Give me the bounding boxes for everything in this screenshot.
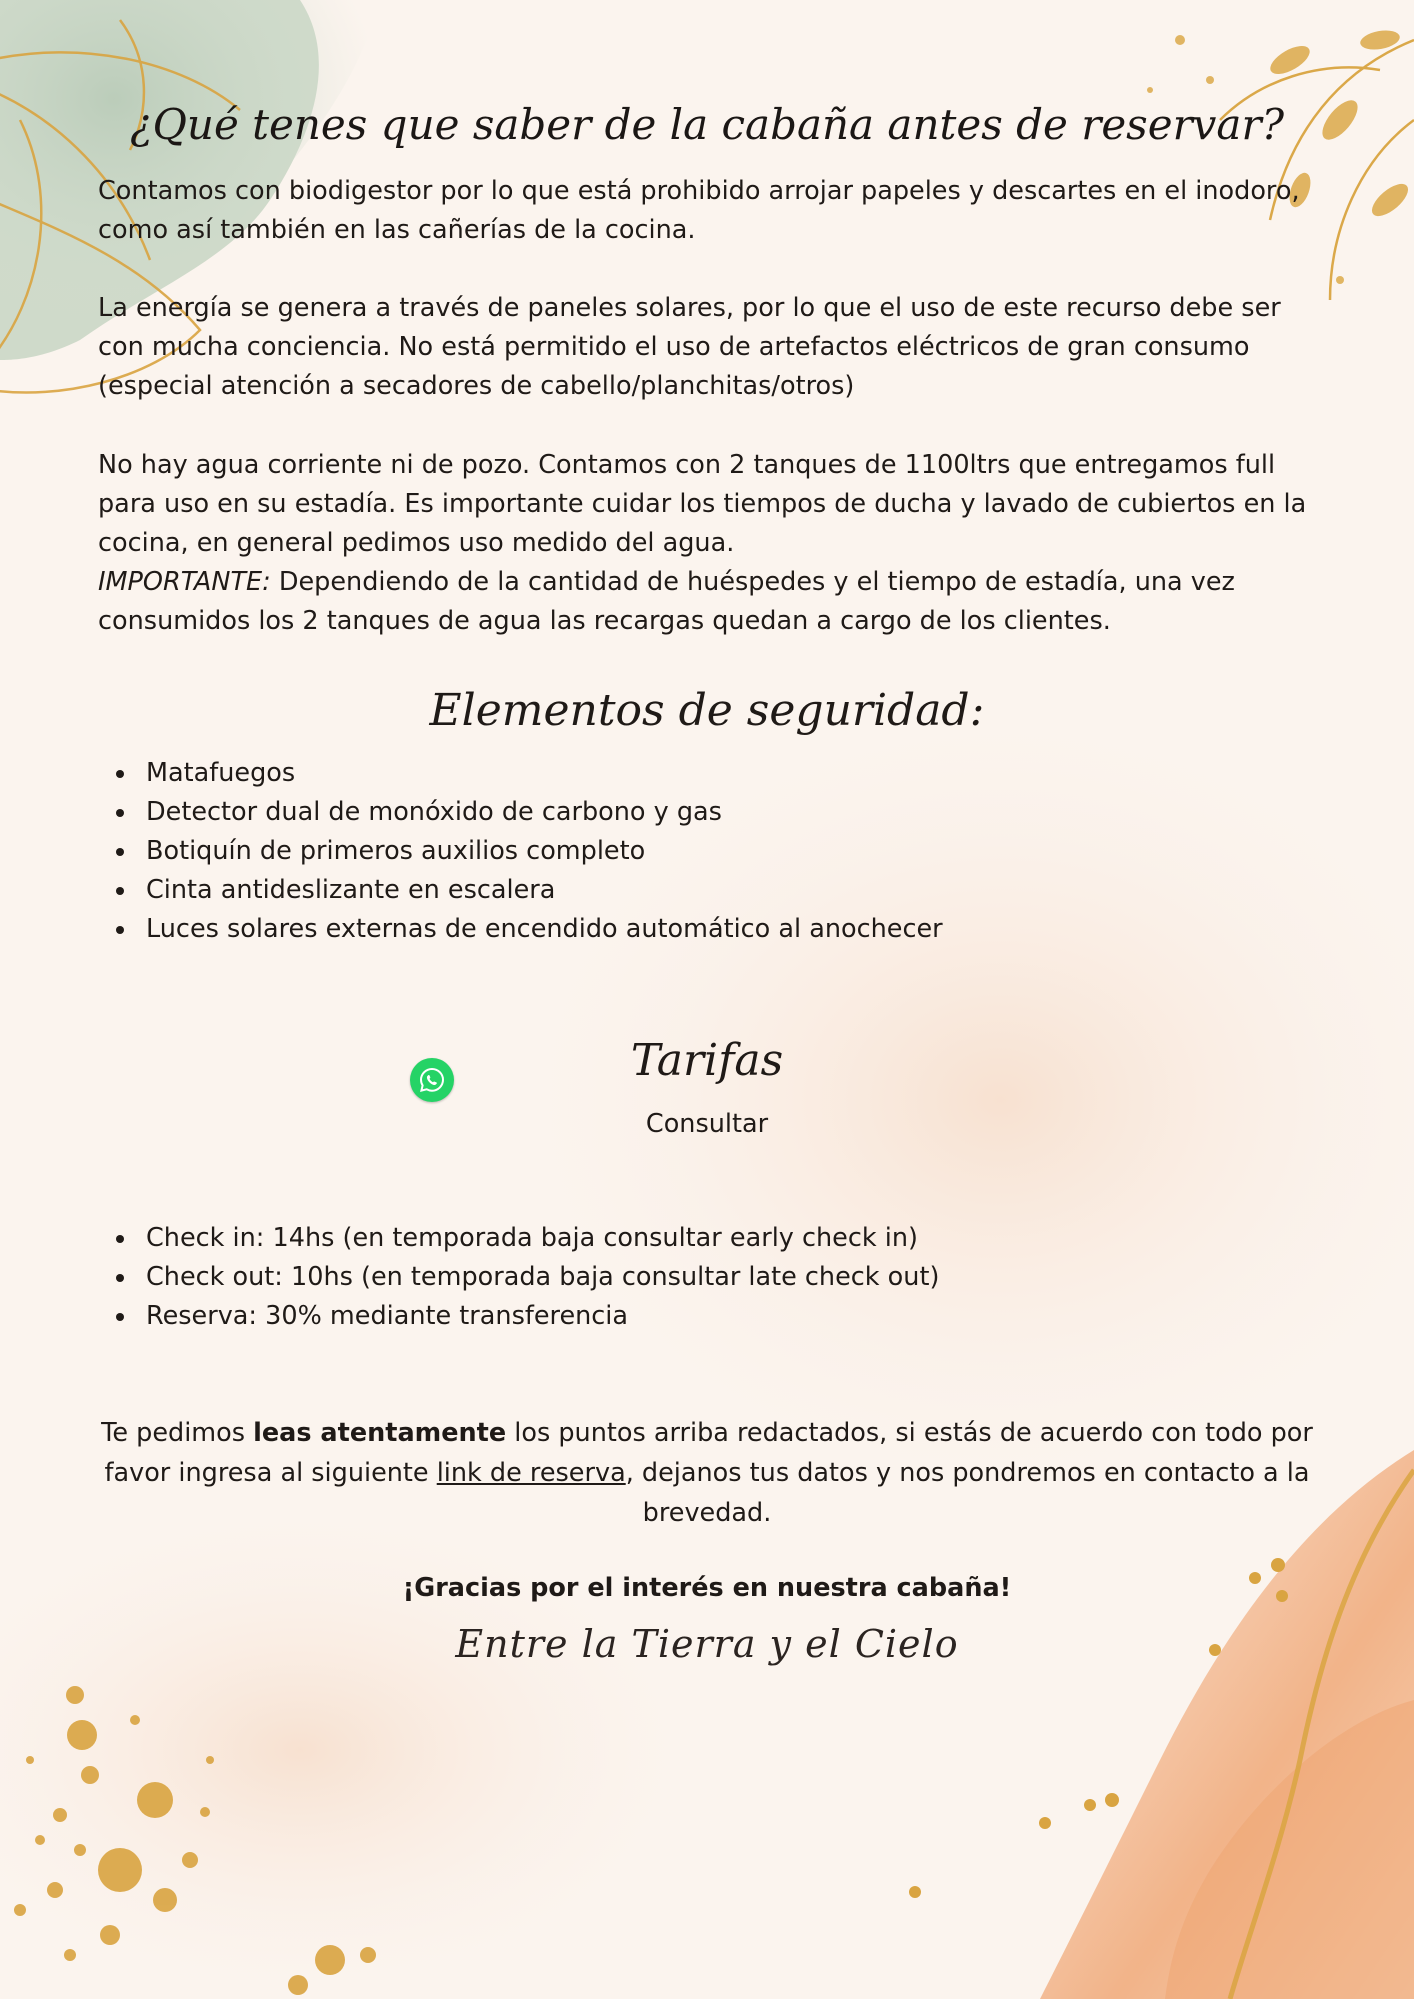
list-item: Check in: 14hs (en temporada baja consultar early check in) (98, 1219, 939, 1258)
tarifas-consultar: Consultar (645, 1109, 769, 1139)
closing-paragraph (90, 1413, 1324, 1533)
paragraph-energy: La energía se genera a través de paneles solares, por lo que el uso de este recurso debe ser con mucha conciencia. No está permitido el uso de artefactos eléctricos de gran consumo (especial atención a secadores de cabello/planchitas/otros) (98, 293, 1281, 401)
list-item: Botiquín de primeros auxilios completo (98, 832, 943, 871)
closing-text: los puntos arriba redactados, si estás de acuerdo con todo por favor ingresa al siguiente (104, 1418, 1313, 1488)
security-heading: Elementos de seguridad: (429, 685, 985, 736)
list-item: Luces solares externas de encendido automático al anochecer (98, 910, 943, 949)
list-item: Matafuegos (98, 754, 943, 793)
important-label: IMPORTANTE: (98, 567, 271, 597)
reservation-link[interactable]: link de reserva (436, 1458, 626, 1488)
page-title: ¿Qué tenes que saber de la cabaña antes de reservar? (129, 100, 1285, 149)
signature: Entre la Tierra y el Cielo (455, 1622, 959, 1666)
paragraph-water-text: No hay agua corriente ni de pozo. Contamos con 2 tanques de 1100ltrs que entregamos full para uso en su estadía. Es importante cuidar los tiempos de ducha y lavado de cubiertos en la cocina, en general pedimos uso medido del agua. (98, 450, 1307, 558)
checkin-list (98, 1219, 939, 1336)
thanks-message: ¡Gracias por el interés en nuestra cabaña! (402, 1573, 1012, 1603)
list-item: Reserva: 30% mediante transferencia (98, 1297, 939, 1336)
important-text: Dependiendo de la cantidad de huéspedes y el tiempo de estadía, una vez consumidos los 2 tanques de agua las recargas quedan a cargo de los clientes. (98, 567, 1235, 636)
closing-emphasis: leas atentamente (253, 1418, 507, 1448)
paragraph-water (98, 446, 1328, 641)
tarifas-heading: Tarifas (630, 1035, 784, 1086)
list-item: Detector dual de monóxido de carbono y gas (98, 793, 943, 832)
closing-text: , dejanos tus datos y nos pondremos en contacto a la brevedad. (625, 1458, 1310, 1528)
closing-text: Te pedimos (101, 1418, 254, 1448)
security-list (98, 754, 943, 949)
list-item: Cinta antideslizante en escalera (98, 871, 943, 910)
list-item: Check out: 10hs (en temporada baja consultar late check out) (98, 1258, 939, 1297)
paragraph-biodigestor: Contamos con biodigestor por lo que está prohibido arrojar papeles y descartes en el inodoro, como así también en las cañerías de la cocina. (98, 176, 1300, 245)
